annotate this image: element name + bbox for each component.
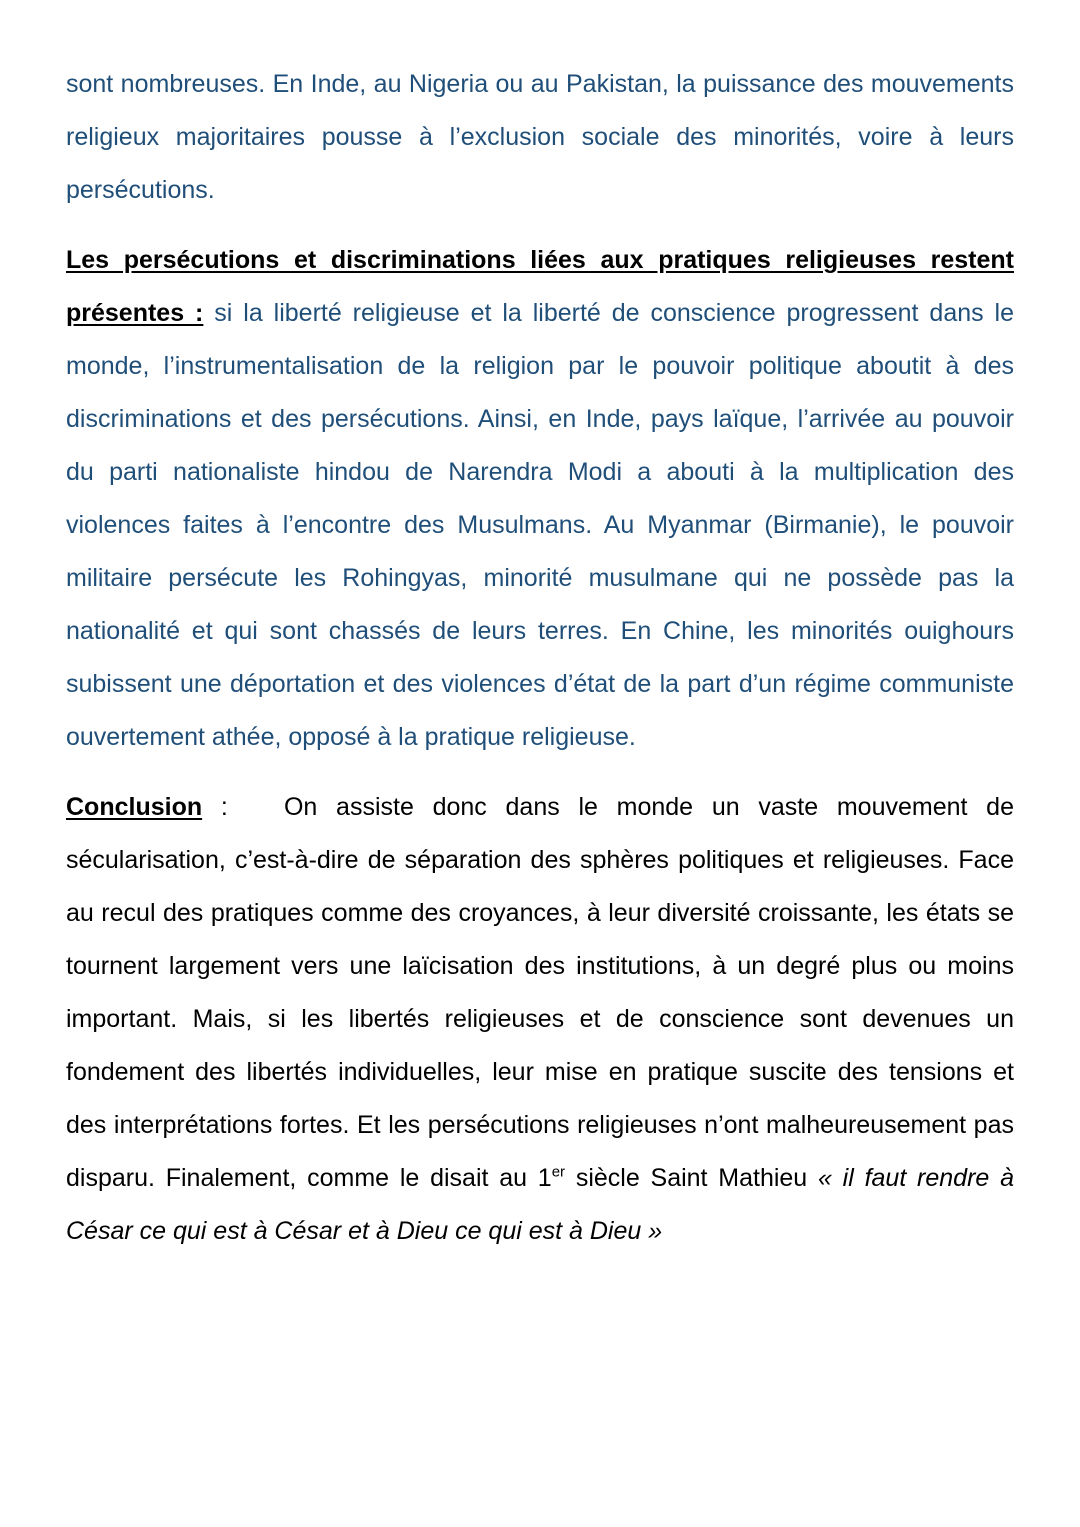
conclusion-paragraph: [66, 781, 1014, 1258]
persecutions-heading: Les persécutions et discriminations liées aux pratiques religieuses restent présentes :: [66, 246, 1014, 327]
conclusion-heading: Conclusion: [66, 793, 203, 821]
conclusion-text: On assiste donc dans le monde un vaste mouvement de sécularisation, c’est-à-dire de séparation des sphères politiques et religieuses. Face au recul des pratiques comme des croyances, à leur diversité croissante, les états se tournent largement vers une laïcisation des institutions, à un degré plus ou moins important. Mais, si les libertés religieuses et de conscience sont devenues un fondement des libertés individuelles, leur mise en pratique suscite des tensions et des interprétations fortes. Et les persécutions religieuses n’ont malheureusement pas disparu. Finalement, comme le disait au 1: [66, 793, 1014, 1192]
century-superscript: er: [551, 1163, 566, 1181]
document-page: [66, 58, 1014, 1258]
conclusion-separator: :: [202, 793, 284, 821]
bible-quote: « il faut rendre à César ce qui est à César et à Dieu ce qui est à Dieu »: [66, 1164, 1014, 1245]
intro-paragraph: [66, 58, 1014, 217]
conclusion-text-continued: siècle Saint Mathieu: [565, 1164, 818, 1192]
persecutions-text: si la liberté religieuse et la liberté de conscience progressent dans le monde, l’instrumentalisation de la religion par le pouvoir politique aboutit à des discriminations et des persécutions. Ainsi, en Inde, pays laïque, l’arrivée au pouvoir du parti nationaliste hindou de Narendra Modi a abouti à la multiplication des violences faites à l’encontre des Musulmans. Au Myanmar (Birmanie), le pouvoir militaire persécute les Rohingyas, minorité musulmane qui ne possède pas la nationalité et qui sont chassés de leurs terres. En Chine, les minorités ouighours subissent une déportation et des violences d’état de la part d’un régime communiste ouvertement athée, opposé à la pratique religieuse.: [66, 299, 1014, 751]
persecutions-paragraph: [66, 234, 1014, 764]
intro-text: sont nombreuses. En Inde, au Nigeria ou au Pakistan, la puissance des mouvements religieux majoritaires pousse à l’exclusion sociale des minorités, voire à leurs persécutions.: [66, 70, 1014, 204]
